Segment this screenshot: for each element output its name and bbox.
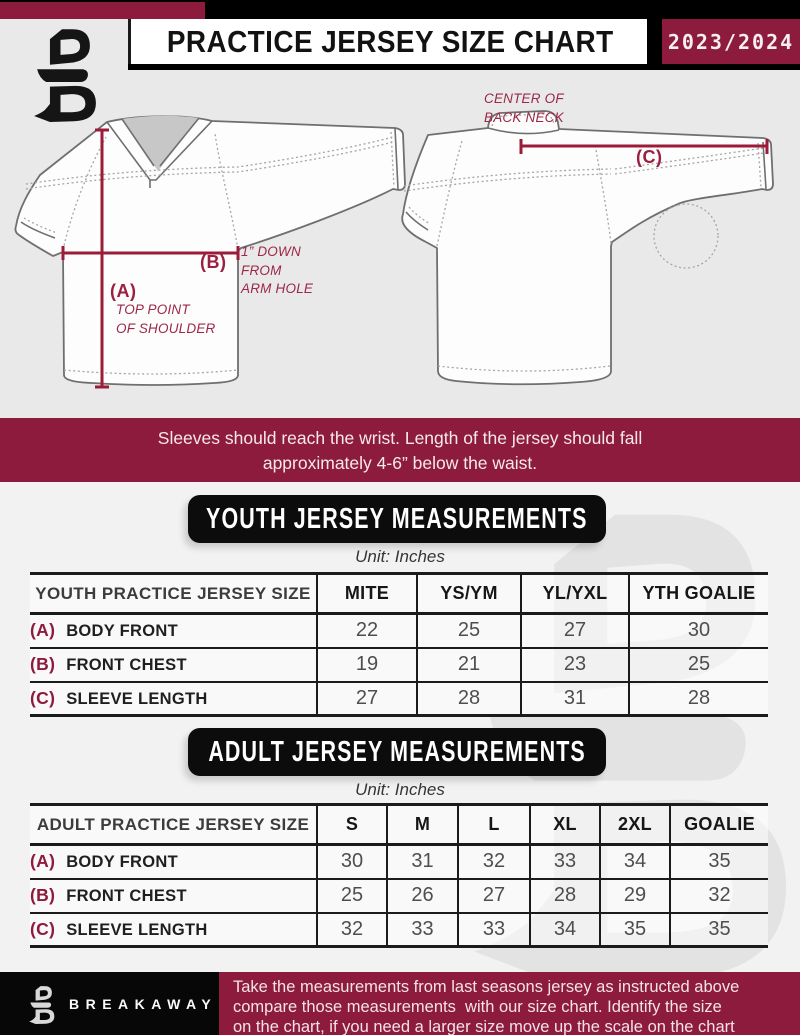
cell-value: 35 <box>670 913 768 947</box>
row-key: (A) <box>30 620 56 641</box>
row-key: (C) <box>30 918 56 939</box>
youth-size-mite: MITE <box>317 574 417 614</box>
youth-label-header: YOUTH PRACTICE JERSEY SIZE <box>30 574 317 614</box>
footer-instructions <box>219 972 800 1035</box>
adult-header-row <box>30 805 768 845</box>
cell-value: 33 <box>458 913 530 947</box>
table-row <box>30 879 768 913</box>
fit-note-banner <box>0 418 800 482</box>
cell-value: 35 <box>670 845 768 879</box>
adult-section-title: ADULT JERSEY MEASUREMENTS <box>208 735 586 768</box>
cell-value: 23 <box>521 648 629 682</box>
cell-value: 27 <box>317 682 417 716</box>
cell-value: 30 <box>629 614 768 648</box>
cell-value: 26 <box>387 879 458 913</box>
title-banner <box>128 19 650 64</box>
cell-value: 33 <box>530 845 600 879</box>
center-back-neck-label: CENTER OF BACK NECK <box>484 91 564 125</box>
youth-size-ysym: YS/YM <box>417 574 521 614</box>
cell-value: 32 <box>458 845 530 879</box>
youth-unit-label: Unit: Inches <box>355 547 445 566</box>
cell-value: 28 <box>629 682 768 716</box>
adult-label-header: ADULT PRACTICE JERSEY SIZE <box>30 805 317 845</box>
adult-size-xl: XL <box>530 805 600 845</box>
tables-section <box>0 482 800 973</box>
cell-value: 21 <box>417 648 521 682</box>
title-banner-shadow <box>128 64 800 70</box>
adult-section-banner <box>188 728 606 776</box>
youth-size-goalie: YTH GOALIE <box>629 574 768 614</box>
footer-line: on the chart, if you need a larger size move up the scale on the chart <box>233 1018 735 1035</box>
row-label: SLEEVE LENGTH <box>66 920 208 939</box>
row-key: (B) <box>30 885 56 905</box>
cell-value: 28 <box>530 879 600 913</box>
title-banner-divider <box>647 19 662 64</box>
youth-size-table <box>30 572 768 717</box>
cell-value: 34 <box>600 845 670 879</box>
table-row <box>30 845 768 879</box>
fit-note-line2: approximately 4-6” below the waist. <box>262 453 538 473</box>
row-label: BODY FRONT <box>66 622 178 641</box>
row-label: FRONT CHEST <box>66 887 187 905</box>
fit-note-line1: Sleeves should reach the wrist. Length of the jersey should fall <box>157 428 643 448</box>
cell-value: 31 <box>387 845 458 879</box>
cell-value: 25 <box>629 648 768 682</box>
cell-value: 27 <box>458 879 530 913</box>
measure-a-key: (A) <box>110 281 137 301</box>
table-row <box>30 648 768 682</box>
cell-value: 28 <box>417 682 521 716</box>
table-row <box>30 913 768 947</box>
footer-brand-block <box>0 972 219 1035</box>
row-key: (A) <box>30 851 56 872</box>
cell-value: 35 <box>600 913 670 947</box>
youth-header-row <box>30 574 768 614</box>
arm-hole-note: 1” DOWN FROM ARM HOLE <box>241 244 314 296</box>
youth-section-banner <box>188 495 606 543</box>
top-point-shoulder-note: TOP POINT OF SHOULDER <box>116 302 216 336</box>
adult-size-goalie: GOALIE <box>670 805 768 845</box>
season-label: 2023/2024 <box>667 29 795 54</box>
back-jersey-diagram <box>396 86 800 406</box>
adult-size-m: M <box>387 805 458 845</box>
table-row <box>30 614 768 648</box>
cell-value: 30 <box>317 845 387 879</box>
footer-line: Take the measurements from last seasons jersey as instructed above <box>233 978 740 996</box>
adult-size-s: S <box>317 805 387 845</box>
row-label: SLEEVE LENGTH <box>66 689 208 708</box>
row-key: (C) <box>30 687 56 708</box>
cell-value: 31 <box>521 682 629 716</box>
adult-unit-label: Unit: Inches <box>355 780 445 799</box>
header-maroon-strip <box>0 2 205 19</box>
youth-size-ylyxl: YL/YXL <box>521 574 629 614</box>
cell-value: 34 <box>530 913 600 947</box>
youth-section-title: YOUTH JERSEY MEASUREMENTS <box>206 502 588 535</box>
row-label: BODY FRONT <box>66 853 178 872</box>
adult-size-l: L <box>458 805 530 845</box>
measure-b-key: (B) <box>200 252 227 272</box>
breakaway-footer-logo-icon <box>25 984 56 1024</box>
footer-line: compare those measurements with our size chart. Identify the size <box>233 998 722 1016</box>
season-badge <box>662 19 800 64</box>
cell-value: 25 <box>417 614 521 648</box>
adult-size-2xl: 2XL <box>600 805 670 845</box>
cell-value: 33 <box>387 913 458 947</box>
cell-value: 27 <box>521 614 629 648</box>
measure-c-key: (C) <box>636 147 663 167</box>
page-title: PRACTICE JERSEY SIZE CHART <box>167 24 614 59</box>
table-row <box>30 682 768 716</box>
cell-value: 32 <box>670 879 768 913</box>
cell-value: 32 <box>317 913 387 947</box>
cell-value: 25 <box>317 879 387 913</box>
front-jersey-diagram <box>6 92 416 398</box>
brand-wordmark: BREAKAWAY <box>69 995 218 1012</box>
row-label: FRONT CHEST <box>66 656 187 674</box>
cell-value: 19 <box>317 648 417 682</box>
cell-value: 22 <box>317 614 417 648</box>
row-key: (B) <box>30 654 56 674</box>
cell-value: 29 <box>600 879 670 913</box>
adult-size-table <box>30 803 768 948</box>
